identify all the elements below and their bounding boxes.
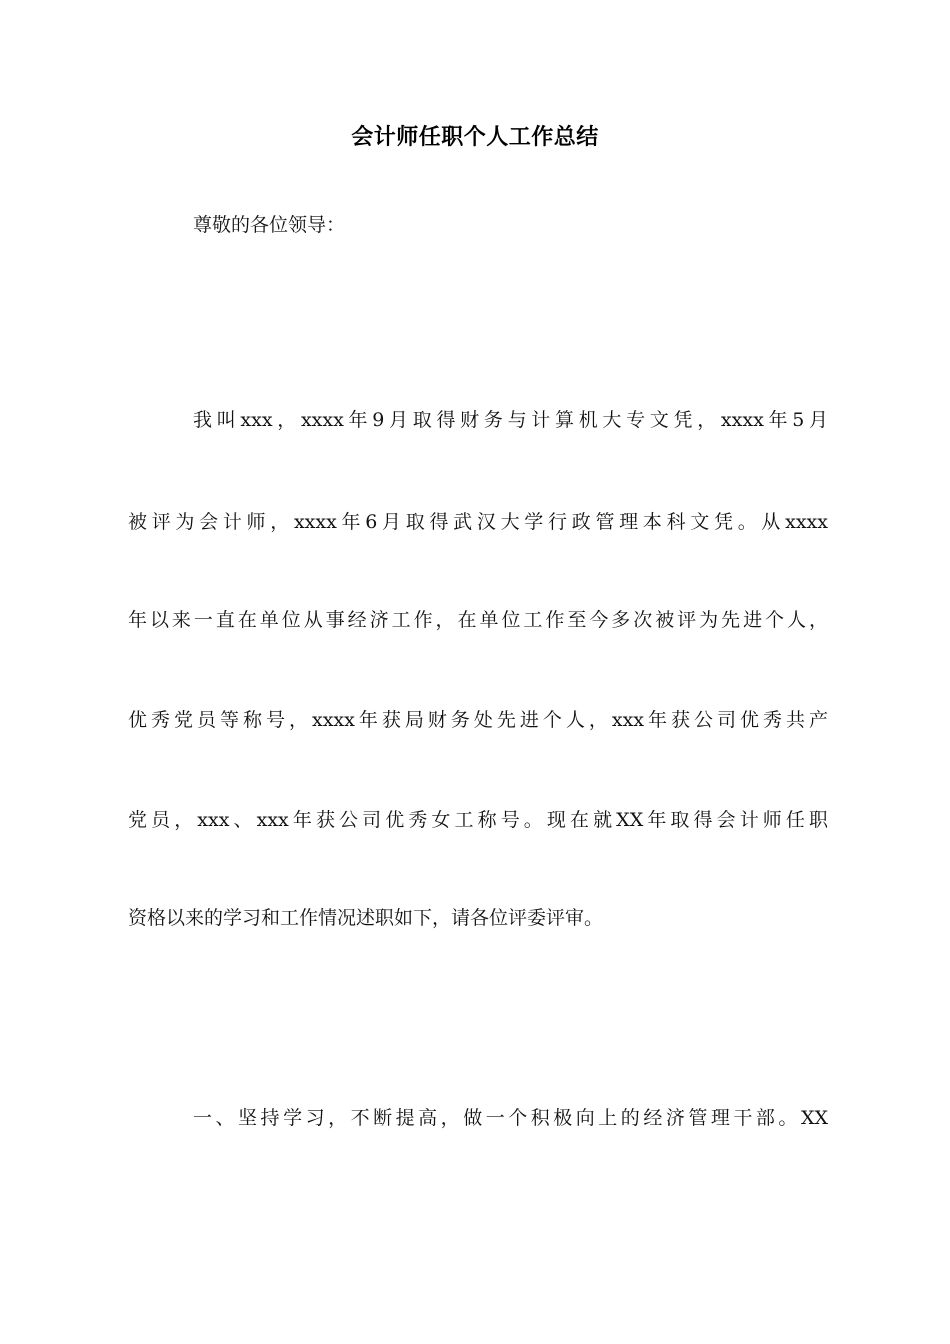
paragraph-line: 党员，xxx、xxx年获公司优秀女工称号。现在就XX年取得会计师任职: [128, 809, 828, 831]
salutation: 尊敬的各位领导：: [193, 214, 346, 236]
document-title: 会计师任职个人工作总结: [351, 125, 599, 150]
paragraph-line: 优秀党员等称号，xxxx年获局财务处先进个人，xxx年获公司优秀共产: [128, 709, 828, 731]
paragraph-line: 资格以来的学习和工作情况述职如下，请各位评委评审。: [128, 907, 604, 929]
section-heading-line: 一、坚持学习，不断提高，做一个积极向上的经济管理干部。XX: [193, 1107, 828, 1129]
paragraph-line: 我叫xxx，xxxx年9月取得财务与计算机大专文凭，xxxx年5月: [193, 409, 828, 431]
paragraph-line: 年以来一直在单位从事经济工作，在单位工作至今多次被评为先进个人，: [128, 609, 828, 631]
paragraph-line: 被评为会计师，xxxx年6月取得武汉大学行政管理本科文凭。从xxxx: [128, 511, 828, 533]
